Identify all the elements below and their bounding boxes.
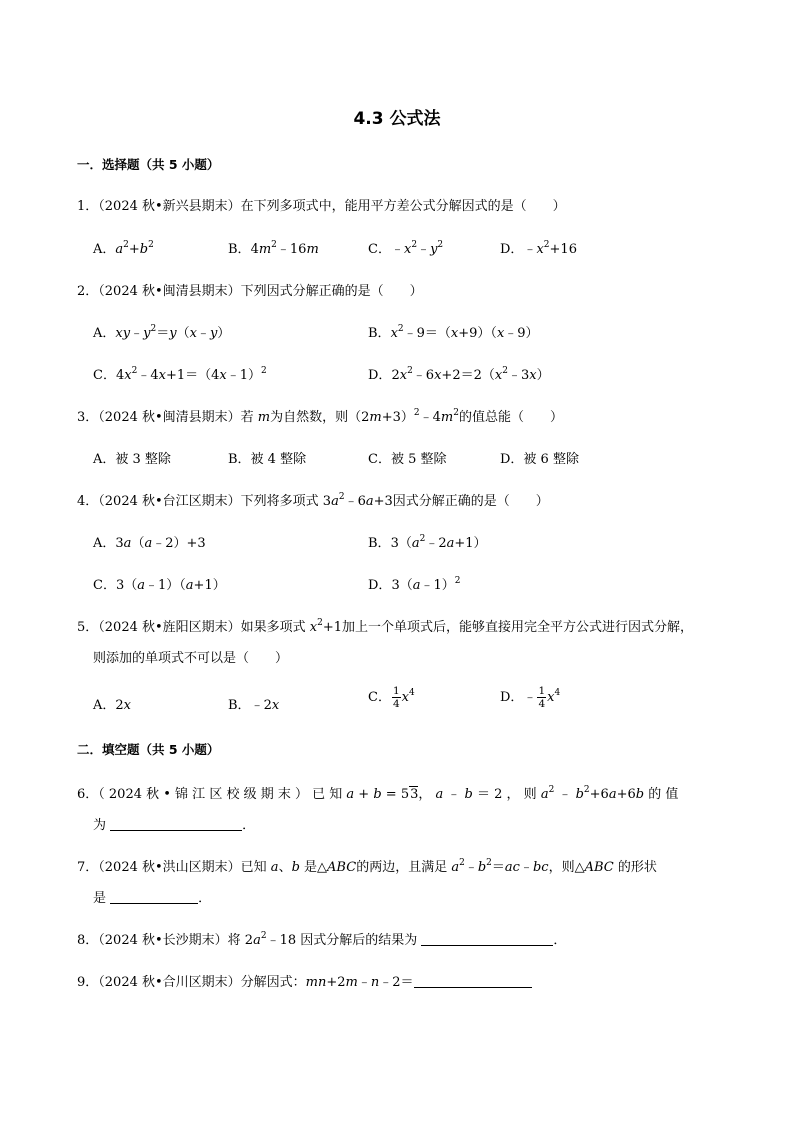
question-6-stem: 6．（ 2024 秋 • 锦 江 区 校 级 期 末 ） 已 知 a + b = 53， a ﹣ b ＝ 2 ， 则 $a^2$ ﹣ $b^2+6a+6b$ 的 值 [77, 785, 679, 802]
q2-option-c: C．$4x^2﹣4x+1=(4x﹣1)^2$ [93, 366, 267, 383]
answer-blank-8[interactable] [421, 945, 553, 946]
section-choice-heading: 一．选择题（共 5 小题） [77, 157, 220, 172]
q1-option-b: B．$4m^2﹣16m$ [228, 240, 319, 257]
q5-option-d: D．﹣ $\frac{1}{4}$ $x^4$ [500, 685, 561, 710]
q2-option-b: B．$x^2﹣9=(x+9)(x﹣9)$ [368, 324, 539, 341]
question-2-stem: 2．（2024 秋•闽清县期末）下列因式分解正确的是（ ） [77, 284, 423, 299]
q3-option-d: D．被 6 整除 [500, 452, 579, 467]
q3-option-c: C．被 5 整除 [368, 452, 447, 467]
question-8-stem: 8．（2024 秋•长沙期末）将 $2a^2﹣18$ 因式分解后的结果为 ． [77, 931, 567, 948]
page-title: 4.3 公式法 [353, 109, 441, 129]
answer-blank-6[interactable] [110, 830, 242, 831]
question-9-stem: 9．（2024 秋•合川区期末）分解因式：mn+2m﹣n﹣2＝ [77, 971, 532, 990]
q4-option-b: B．$3(a^2﹣2a+1)$ [368, 534, 487, 551]
question-7-line2: 是 ． [93, 891, 212, 906]
q1-option-c: C．$﹣x^2﹣y^2$ [368, 240, 444, 257]
q5-option-b: B．﹣2x [228, 698, 280, 713]
q2-option-d: D．$2x^2﹣6x+2=2(x^2﹣3x)$ [368, 366, 550, 383]
q3-option-a: A．被 3 整除 [93, 452, 171, 467]
section-fill-heading: 二．填空题（共 5 小题） [77, 742, 220, 757]
question-3-stem: 3．（2024 秋•闽清县期末）若 m为自然数，则$(2m+3)^2﹣4m^2$的值总能（ ） [77, 408, 563, 425]
q4-option-c: C．3（a﹣1）（a+1） [93, 578, 226, 593]
fraction: $\frac{1}{4}$ [392, 685, 400, 710]
question-5-stem: 5．（2024 秋•旌阳区期末）如果多项式 $x^2+1$加上一个单项式后，能够直接用完全平方公式进行因式分解， [77, 618, 694, 635]
question-4-stem: 4．（2024 秋•台江区期末）下列将多项式 $3a^2﹣6a+3$因式分解正确的是（ ） [77, 492, 549, 509]
answer-blank-7[interactable] [110, 903, 198, 904]
q4-option-a: A．3a（a﹣2）+3 [93, 536, 206, 551]
question-5-stem-line2: 则添加的单项式不可以是（ ） [93, 651, 289, 666]
q2-option-a: A．$xy﹣y^2=y(x﹣y)$ [93, 324, 231, 341]
q5-option-a: A．2x [93, 698, 132, 713]
question-6-line2: 为 ． [93, 818, 256, 833]
q4-option-d: D．3（a﹣1）$^2$ [368, 576, 461, 593]
q3-option-b: B．被 4 整除 [228, 452, 307, 467]
answer-blank-9[interactable] [414, 987, 532, 988]
q1-option-d: D．$﹣x^2+16$ [500, 240, 577, 257]
question-7-stem: 7．（2024 秋•洪山区期末）已知 a、b 是△ABC的两边，且满足 $a^2﹣b^2=ac﹣bc$，则△ABC 的形状 [77, 858, 657, 875]
q1-option-a: A．$a^2+b^2$ [93, 240, 154, 257]
q5-option-c: C． $\frac{1}{4}$ $x^4$ [368, 685, 415, 710]
fraction: $\frac{1}{4}$ [538, 685, 546, 710]
question-1-stem: 1．（2024 秋•新兴县期末）在下列多项式中，能用平方差公式分解因式的是（ ） [77, 199, 566, 214]
